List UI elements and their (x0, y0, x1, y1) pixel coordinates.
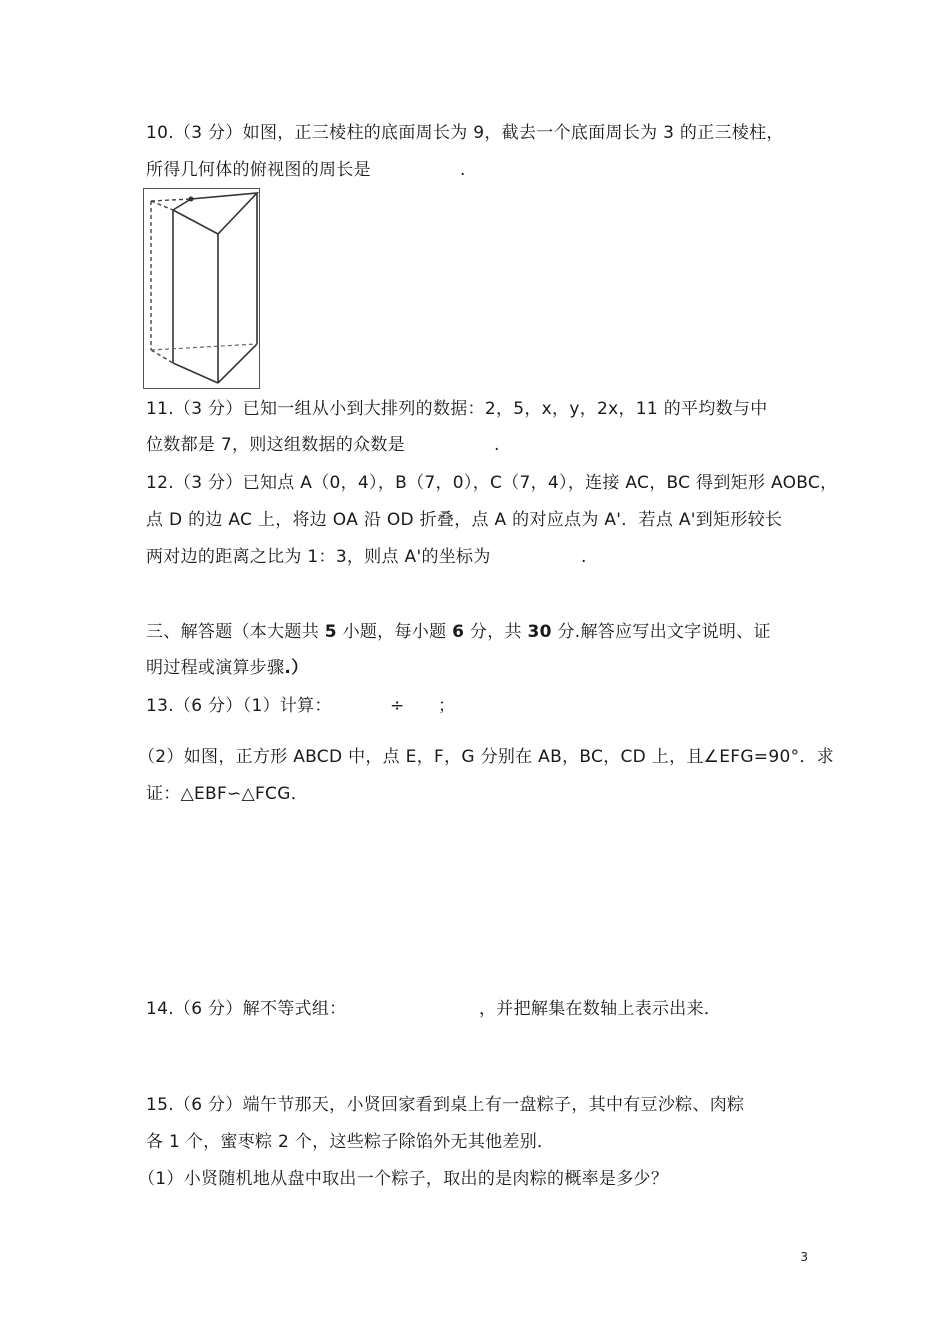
section3-heading-line2: 明过程或演算步骤.） (146, 658, 309, 678)
q10-line1: 10.（3 分）如图，正三棱柱的底面周长为 9，截去一个底面周长为 3 的正三棱柱， (146, 123, 784, 143)
q13-semicolon: ； (438, 696, 456, 716)
q13-line1: 13.（6 分）（1）计算： (146, 696, 332, 716)
q12-line1: 12.（3 分）已知点 A（0，4），B（7，0），C（7，4），连接 AC，BC 得到矩形 AOBC， (146, 473, 838, 493)
q10-answer-end: . (460, 160, 466, 180)
section3-heading-line1: 三、解答题（本大题共 5 小题，每小题 6 分，共 30 分.解答应写出文字说明、证 (146, 622, 771, 642)
q14-tail: ，并把解集在数轴上表示出来． (479, 999, 722, 1019)
q11-line1: 11.（3 分）已知一组从小到大排列的数据：2，5，x，y，2x，11 的平均数与中 (146, 399, 768, 419)
q13-part2-line1: （2）如图，正方形 ABCD 中，点 E，F，G 分别在 AB，BC，CD 上，且∠EFG=90°．求 (138, 747, 834, 767)
q11-answer-end: . (494, 435, 500, 455)
q12-line3: 两对边的距离之比为 1：3，则点 A'的坐标为 (146, 547, 491, 567)
q15-sub1: （1）小贤随机地从盘中取出一个粽子，取出的是肉粽的概率是多少？ (138, 1169, 669, 1189)
q15-line2: 各 1 个，蜜枣粽 2 个，这些粽子除馅外无其他差别． (146, 1132, 555, 1152)
triangular-prism-figure (143, 188, 260, 389)
q15-line1: 15.（6 分）端午节那天，小贤回家看到桌上有一盘粽子，其中有豆沙粽、肉粽 (146, 1095, 745, 1115)
q13-part2-line2: 证：△EBF∽△FCG． (146, 784, 308, 804)
q14-line: 14.（6 分）解不等式组： (146, 999, 347, 1019)
q13-divide-sign: ÷ (390, 696, 405, 716)
q11-line2: 位数都是 7，则这组数据的众数是 (146, 435, 406, 455)
q12-answer-end: . (581, 547, 587, 567)
q12-line2: 点 D 的边 AC 上，将边 OA 沿 OD 折叠，点 A 的对应点为 A'．若点 A'到矩形较长 (146, 510, 783, 530)
page-number: 3 (800, 1250, 808, 1264)
q10-line2: 所得几何体的俯视图的周长是 (146, 160, 371, 180)
